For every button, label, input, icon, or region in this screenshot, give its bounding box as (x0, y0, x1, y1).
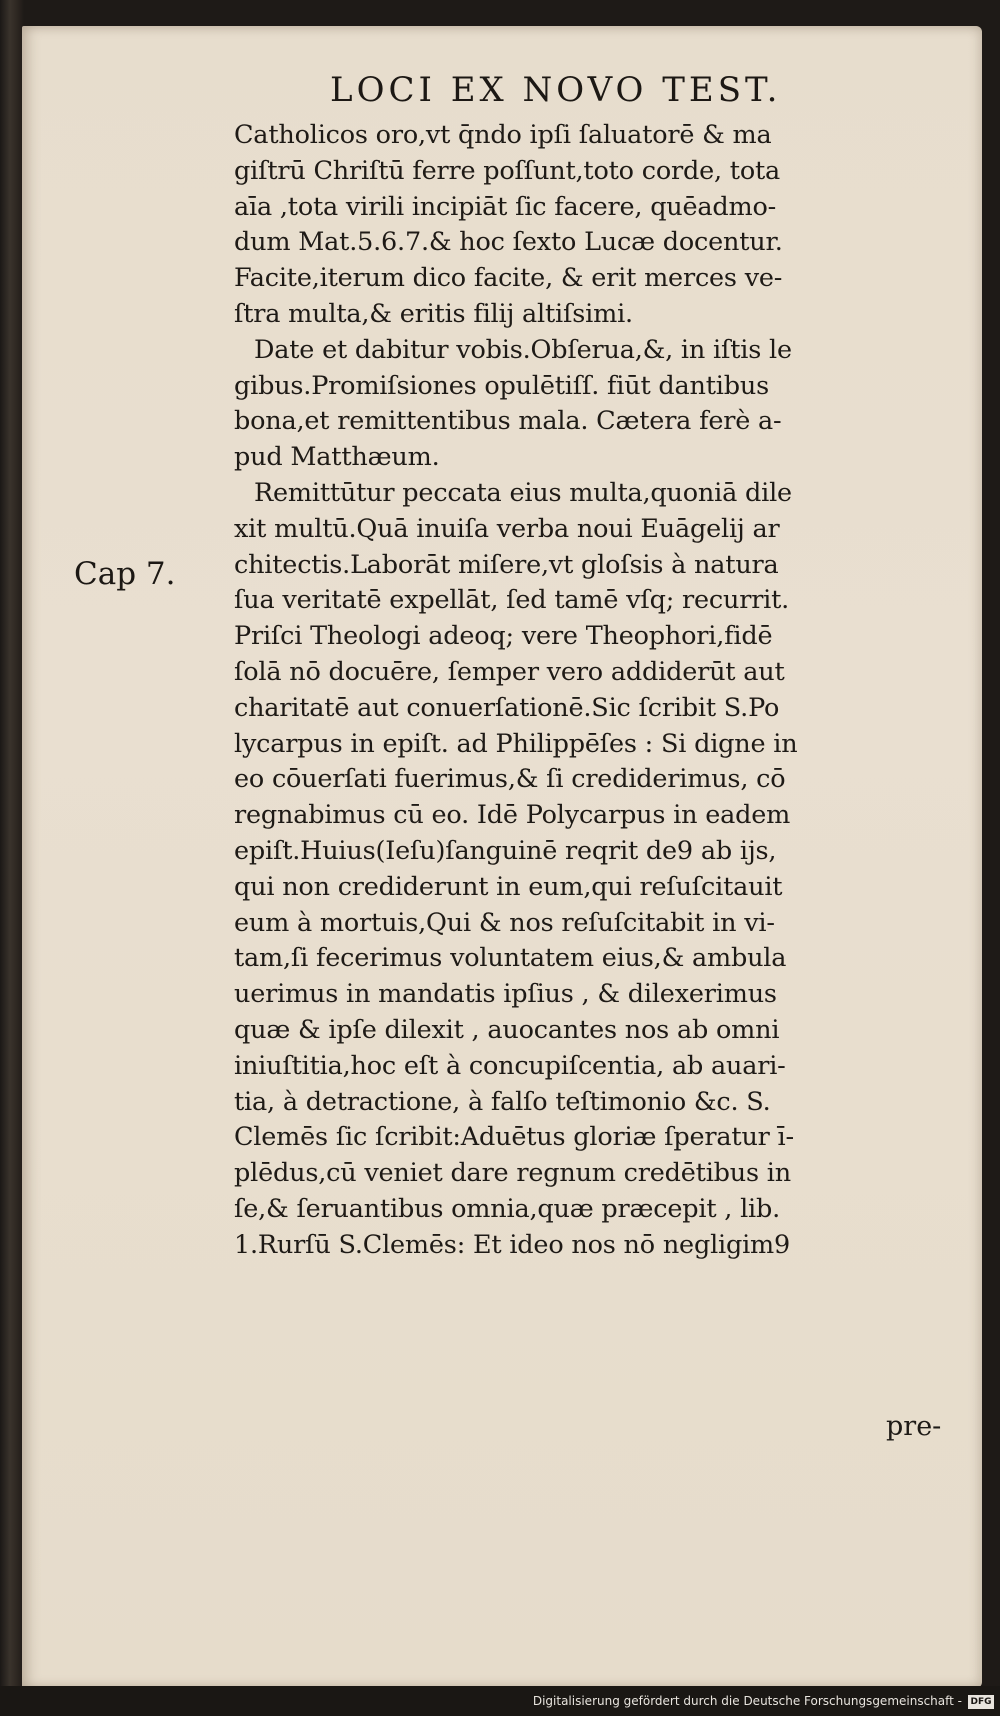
catchword: pre- (886, 1411, 942, 1442)
text-line: bona,et remittentibus mala. Cætera ferè a- (234, 406, 782, 437)
text-line: quæ & ipſe dilexit , auocantes nos ab omni (234, 1014, 780, 1045)
text-line: eum à mortuis,Qui & nos reſuſcitabit in vi- (234, 907, 775, 938)
text-line: Catholicos oro,vt q̄ndo ipſi ſaluatorē & ma (234, 120, 772, 150)
text-line: Clemēs ſic ſcribit:Aduētus gloriæ ſperatur ī- (234, 1122, 794, 1153)
footer-credit: Digitalisierung gefördert durch die Deutsche Forschungsgemeinschaft - (532, 1694, 962, 1708)
text-line: chitectis.Laborāt miſere,vt gloſsis à natura (234, 549, 779, 580)
margin-note-chapter: Cap 7. (74, 556, 176, 592)
text-line: 1.Rurſū S.Clemēs: Et ideo nos nō negligim9 (234, 1229, 791, 1260)
text-line: ſolā nō docuēre, ſemper vero addiderūt aut (234, 656, 785, 687)
text-line: ſua veritatē expellāt, ſed tamē vſq; recurrit. (234, 585, 790, 616)
text-line: gibus.Promiſsiones opulētiſſ. fiūt dantibus (234, 370, 769, 401)
text-line: dum Mat.5.6.7.& hoc ſexto Lucæ docentur. (234, 227, 783, 258)
text-line: qui non crediderunt in eum,qui reſuſcitauit (234, 871, 783, 902)
body-text (234, 118, 964, 1264)
text-line: iniuſtitia,hoc eſt à concupiſcentia, ab auari- (234, 1050, 786, 1081)
text-line: uerimus in mandatis ipſius , & dilexerimus (234, 979, 777, 1010)
text-line: eo cōuerſati fuerimus,& ſi crediderimus, cō (234, 764, 786, 795)
running-head: LOCI EX NOVO TEST. (330, 70, 782, 110)
text-line: ſe,& ſeruantibus omnia,quæ præcepit , lib. (234, 1193, 781, 1224)
text-line: charitatē aut conuerſationē.Sic ſcribit S.Po (234, 692, 780, 723)
text-line: tam,ſi fecerimus voluntatem eius,& ambula (234, 943, 787, 974)
dfg-logo-icon: DFG (968, 1695, 994, 1709)
text-line: Remittūtur peccata eius multa,quoniā dile (254, 477, 792, 508)
text-line: ſtra multa,& eritis filij altiſsimi. (234, 298, 633, 329)
text-line: lycarpus in epiſt. ad Philippēſes : Si digne in (234, 728, 798, 759)
text-line: giſtrū Chriſtū ferre poſſunt,toto corde, tota (234, 155, 781, 186)
text-line: tia, à detractione, à falſo teſtimonio &c. S. (234, 1086, 771, 1117)
text-line: pud Matthæum. (234, 442, 440, 473)
text-line: Facite,iterum dico facite, & erit merces ve- (234, 263, 783, 294)
text-line: epiſt.Huius(Ieſu)ſanguinē reqrit de9 ab ijs, (234, 835, 777, 866)
text-line: Date et dabitur vobis.Obſerua,&, in iſtis le (254, 334, 792, 365)
footer-bar (0, 1686, 1000, 1716)
text-line: plēdus,cū veniet dare regnum credētibus in (234, 1158, 791, 1189)
text-line: Priſci Theologi adeoq; vere Theophori,fidē (234, 621, 773, 652)
text-line: xit multū.Quā inuiſa verba noui Euāgelij ar (234, 513, 780, 544)
text-line: aīa ,tota virili incipiāt ſic facere, quēadmo- (234, 191, 777, 222)
text-line: regnabimus cū eo. Idē Polycarpus in eadem (234, 800, 791, 831)
